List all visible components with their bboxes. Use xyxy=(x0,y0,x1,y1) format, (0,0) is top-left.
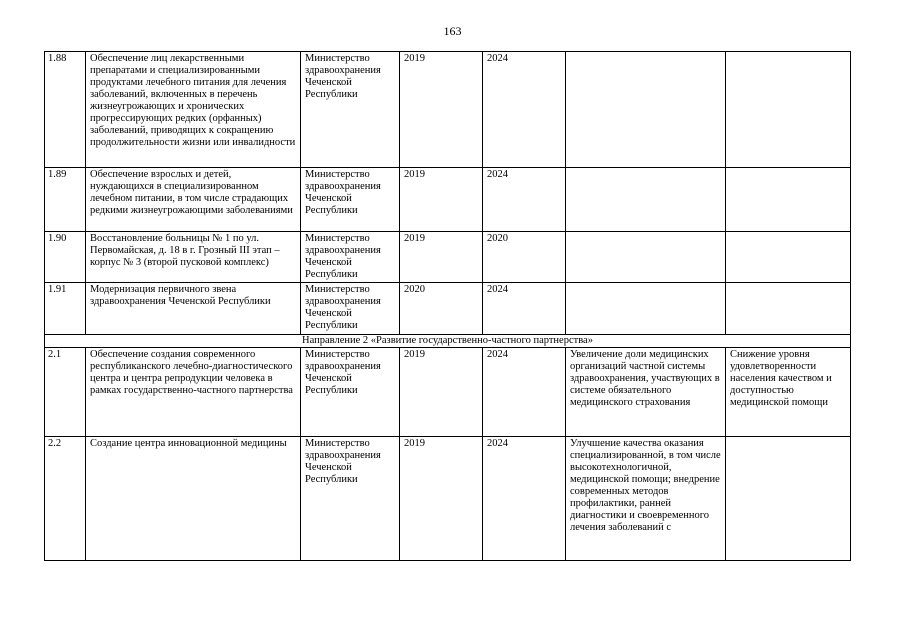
expected-result xyxy=(566,283,726,335)
consequence xyxy=(726,437,851,561)
expected-result: Увеличение доли медицинских организаций частной системы здравоохранения, участвующих в системе обязательного медицинского страхования xyxy=(566,348,726,437)
section-title: Направление 2 «Развитие государственно-частного партнерства» xyxy=(45,335,851,348)
consequence xyxy=(726,52,851,168)
end-year: 2024 xyxy=(483,348,566,437)
row-number: 1.90 xyxy=(45,232,86,283)
start-year: 2020 xyxy=(400,283,483,335)
end-year: 2024 xyxy=(483,52,566,168)
start-year: 2019 xyxy=(400,168,483,232)
executor: Министерство здравоохранения Чеченской Республики xyxy=(301,168,400,232)
executor: Министерство здравоохранения Чеченской Республики xyxy=(301,52,400,168)
table-row xyxy=(45,283,851,335)
end-year: 2024 xyxy=(483,168,566,232)
measure-name: Создание центра инновационной медицины xyxy=(86,437,301,561)
expected-result: Улучшение качества оказания специализированной, в том числе высокотехнологичной, медицинской помощи; внедрение современных методов профилактики, ранней диагностики и своевременного лечения заболеваний с xyxy=(566,437,726,561)
consequence xyxy=(726,168,851,232)
executor: Министерство здравоохранения Чеченской Республики xyxy=(301,232,400,283)
measure-name: Обеспечение лиц лекарственными препаратами и специализированными продуктами лечебного питания для лечения заболеваний, включенных в перечень жизнеугрожающих и хронических прогрессирующих редких (орфанных) заболеваний, приводящих к сокращению продолжительности жизни или инвалидности xyxy=(86,52,301,168)
table-row xyxy=(45,232,851,283)
executor: Министерство здравоохранения Чеченской Республики xyxy=(301,283,400,335)
executor: Министерство здравоохранения Чеченской Республики xyxy=(301,348,400,437)
expected-result xyxy=(566,52,726,168)
measures-table xyxy=(44,51,851,561)
start-year: 2019 xyxy=(400,52,483,168)
consequence xyxy=(726,283,851,335)
row-number: 1.88 xyxy=(45,52,86,168)
row-number: 2.1 xyxy=(45,348,86,437)
executor: Министерство здравоохранения Чеченской Республики xyxy=(301,437,400,561)
row-number: 2.2 xyxy=(45,437,86,561)
end-year: 2024 xyxy=(483,283,566,335)
table-row xyxy=(45,437,851,561)
expected-result xyxy=(566,168,726,232)
measure-name: Обеспечение взрослых и детей, нуждающихся в специализированном лечебном питании, в том числе страдающих редкими жизнеугрожающими заболеваниями xyxy=(86,168,301,232)
measure-name: Модернизация первичного звена здравоохранения Чеченской Республики xyxy=(86,283,301,335)
consequence xyxy=(726,232,851,283)
start-year: 2019 xyxy=(400,232,483,283)
row-number: 1.89 xyxy=(45,168,86,232)
table-row xyxy=(45,348,851,437)
start-year: 2019 xyxy=(400,348,483,437)
section-header-row xyxy=(45,335,851,348)
measure-name: Восстановление больницы № 1 по ул. Первомайская, д. 18 в г. Грозный III этап – корпус № 3 (второй пусковой комплекс) xyxy=(86,232,301,283)
consequence: Снижение уровня удовлетворенности населения качеством и доступностью медицинской помощи xyxy=(726,348,851,437)
table-row xyxy=(45,168,851,232)
measure-name: Обеспечение создания современного республиканского лечебно-диагностического центра и центра репродукции человека в рамках государственно-частного партнерства xyxy=(86,348,301,437)
end-year: 2020 xyxy=(483,232,566,283)
end-year: 2024 xyxy=(483,437,566,561)
expected-result xyxy=(566,232,726,283)
row-number: 1.91 xyxy=(45,283,86,335)
page-number: 163 xyxy=(443,24,462,38)
table-row xyxy=(45,52,851,168)
start-year: 2019 xyxy=(400,437,483,561)
